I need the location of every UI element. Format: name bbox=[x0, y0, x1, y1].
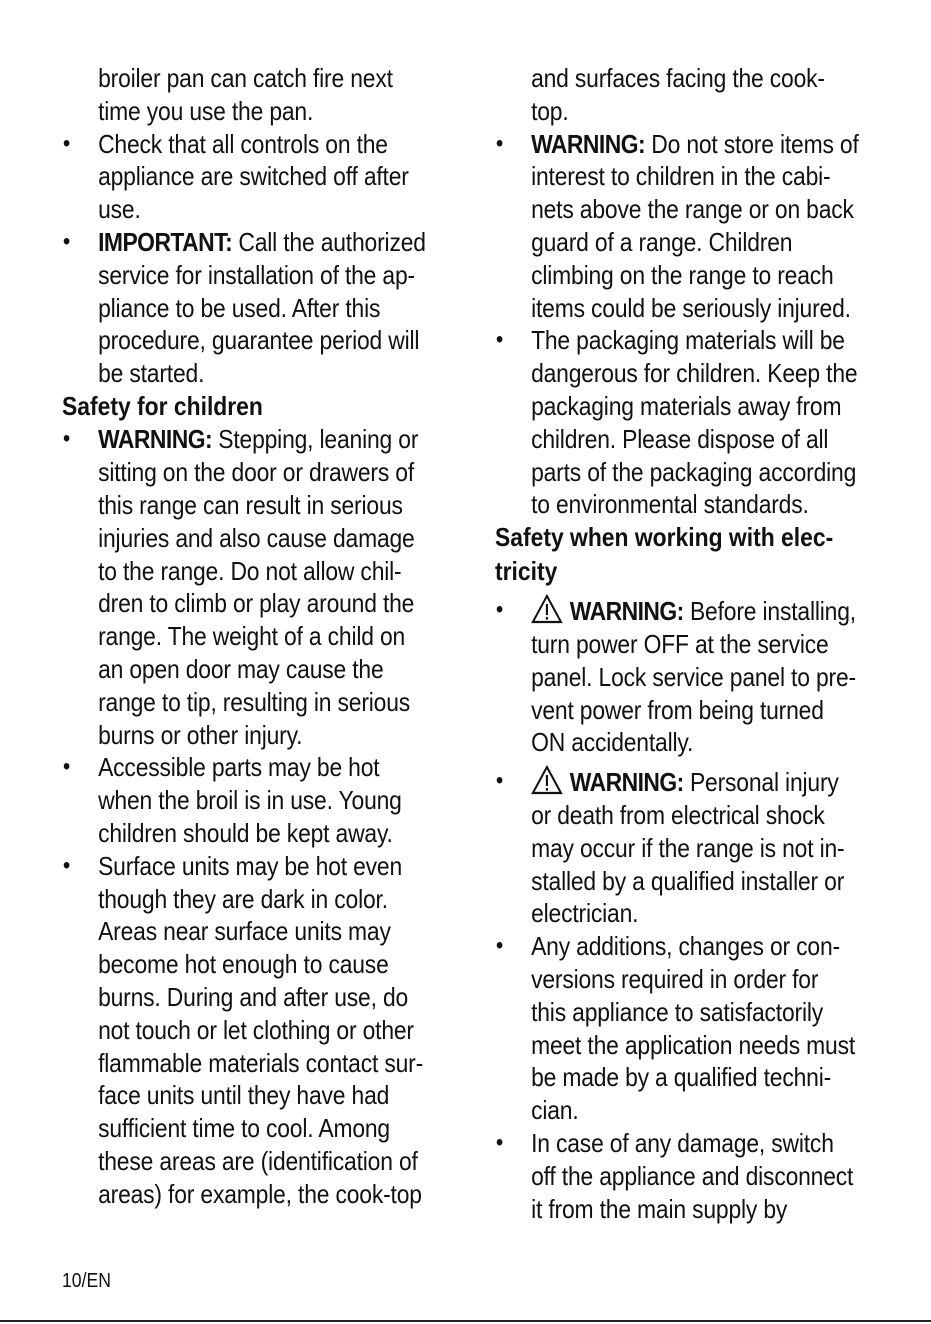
text-line: injuries and also cause damage bbox=[98, 522, 415, 553]
text-fragment: Personal injury bbox=[683, 767, 839, 798]
text-line: service for installation of the ap- bbox=[98, 259, 415, 290]
text-fragment: Stepping, leaning or bbox=[212, 424, 419, 455]
warning-keyword: WARNING: bbox=[569, 767, 684, 798]
text-line: children should be kept away. bbox=[98, 818, 393, 849]
text-line: stalled by a qualified installer or bbox=[531, 865, 845, 896]
bullet-important bbox=[62, 226, 485, 390]
text-line: range to tip, resulting in serious bbox=[98, 686, 411, 717]
text-line: when the broil is in use. Young bbox=[98, 785, 402, 816]
continued-paragraph bbox=[62, 62, 485, 128]
warning-triangle-icon bbox=[531, 765, 563, 795]
text-line: burns. During and after use, do bbox=[98, 982, 409, 1013]
text-line: nets above the range or on back bbox=[531, 194, 854, 225]
text-line: not touch or let clothing or other bbox=[98, 1014, 414, 1045]
continued-paragraph bbox=[495, 62, 918, 128]
text-line: interest to children in the cabi- bbox=[531, 161, 831, 192]
text-line: turn power OFF at the service bbox=[531, 628, 829, 659]
text-line: children. Please dispose of all bbox=[531, 423, 829, 454]
text-line bbox=[531, 765, 918, 799]
text-line bbox=[531, 128, 918, 161]
text-line: appliance are switched off after bbox=[98, 161, 409, 192]
text-line bbox=[98, 423, 485, 456]
text-line: an open door may cause the bbox=[98, 654, 384, 685]
bullet-check-controls bbox=[62, 128, 485, 226]
text-line: to environmental standards. bbox=[531, 489, 809, 520]
bullet-stepping-warning bbox=[62, 423, 485, 751]
text-line: and surfaces facing the cook- bbox=[531, 63, 825, 93]
text-line: broiler pan can catch fire next bbox=[98, 63, 393, 93]
text-line: packaging materials away from bbox=[531, 390, 842, 421]
text-line: meet the application needs must bbox=[531, 1029, 856, 1060]
text-line: this appliance to satisfactorily bbox=[531, 996, 824, 1027]
text-line: vent power from being turned bbox=[531, 694, 824, 725]
text-line: Areas near surface units may bbox=[98, 916, 391, 947]
bullet-damage-switch-off bbox=[495, 1127, 918, 1225]
text-line: guard of a range. Children bbox=[531, 226, 793, 257]
text-line: face units until they have had bbox=[98, 1080, 390, 1111]
text-line: dangerous for children. Keep the bbox=[531, 358, 858, 389]
text-line: use. bbox=[98, 194, 141, 225]
text-line: burns or other injury. bbox=[98, 719, 303, 750]
bullet-packaging bbox=[495, 324, 918, 521]
heading-safety-for-children: Safety for children bbox=[62, 390, 263, 421]
text-line: or death from electrical shock bbox=[531, 799, 825, 830]
warning-keyword: WARNING: bbox=[531, 128, 646, 159]
text-line: pliance to be used. After this bbox=[98, 292, 381, 323]
text-line: • Accessible parts may be hot bbox=[98, 752, 380, 783]
warning-keyword: WARNING: bbox=[98, 424, 213, 455]
text-line: • Surface units may be hot even bbox=[98, 850, 403, 881]
text-line: parts of the packaging according bbox=[531, 456, 857, 487]
text-line: areas) for example, the cook-top bbox=[98, 1178, 422, 1209]
text-line: to the range. Do not allow chil- bbox=[98, 555, 402, 586]
text-line: • In case of any damage, switch bbox=[531, 1127, 834, 1158]
bullet-before-installing-warning bbox=[495, 594, 918, 759]
text-line: be made by a qualified techni- bbox=[531, 1062, 832, 1093]
left-column bbox=[62, 62, 452, 1211]
heading-safety-electricity bbox=[495, 521, 882, 588]
text-line: may occur if the range is not in- bbox=[531, 832, 845, 863]
text-line: though they are dark in color. bbox=[98, 883, 388, 914]
text-line: Safety when working with elec- bbox=[495, 522, 834, 553]
warning-triangle-icon bbox=[531, 594, 563, 624]
text-line: • The packaging materials will be bbox=[531, 325, 845, 356]
bullet-store-items-warning bbox=[495, 128, 918, 325]
bullet-surface-units bbox=[62, 850, 485, 1211]
text-fragment: Call the authorized bbox=[232, 226, 426, 257]
text-fragment: Before installing, bbox=[683, 596, 856, 627]
text-line: versions required in order for bbox=[531, 963, 819, 994]
text-line: top. bbox=[531, 95, 569, 126]
text-line: panel. Lock service panel to pre- bbox=[531, 661, 856, 692]
warning-keyword: WARNING: bbox=[569, 596, 684, 627]
text-line: time you use the pan. bbox=[98, 95, 314, 126]
text-line: procedure, guarantee period will bbox=[98, 325, 420, 356]
text-line: • Check that all controls on the bbox=[98, 128, 388, 159]
text-line: be started. bbox=[98, 358, 205, 389]
text-line: items could be seriously injured. bbox=[531, 292, 851, 323]
bottom-rule bbox=[0, 1320, 931, 1322]
text-line: climbing on the range to reach bbox=[531, 259, 834, 290]
text-fragment: Do not store items of bbox=[645, 128, 859, 159]
text-line: this range can result in serious bbox=[98, 490, 403, 521]
bullet-personal-injury-warning bbox=[495, 765, 918, 930]
text-line: become hot enough to cause bbox=[98, 949, 389, 980]
text-line: flammable materials contact sur- bbox=[98, 1047, 424, 1078]
text-line: tricity bbox=[495, 555, 558, 586]
text-line: cian. bbox=[531, 1095, 579, 1126]
text-line: off the appliance and disconnect bbox=[531, 1160, 854, 1191]
page-number: 10/EN bbox=[62, 1270, 111, 1292]
text-line: sitting on the door or drawers of bbox=[98, 457, 415, 488]
text-line: these areas are (identification of bbox=[98, 1146, 418, 1176]
text-line: • Any additions, changes or con- bbox=[531, 931, 840, 962]
bullet-accessible-parts bbox=[62, 751, 485, 849]
right-column bbox=[495, 62, 885, 1225]
bullet-additions-changes bbox=[495, 930, 918, 1127]
text-line: electrician. bbox=[531, 898, 639, 929]
text-line: sufficient time to cool. Among bbox=[98, 1113, 390, 1144]
important-keyword: IMPORTANT: bbox=[98, 226, 233, 257]
text-line: ON accidentally. bbox=[531, 727, 694, 758]
text-line: range. The weight of a child on bbox=[98, 621, 406, 652]
text-line bbox=[98, 226, 485, 259]
text-line: it from the main supply by bbox=[531, 1193, 788, 1224]
text-line bbox=[531, 594, 918, 628]
text-line: dren to climb or play around the bbox=[98, 588, 415, 619]
